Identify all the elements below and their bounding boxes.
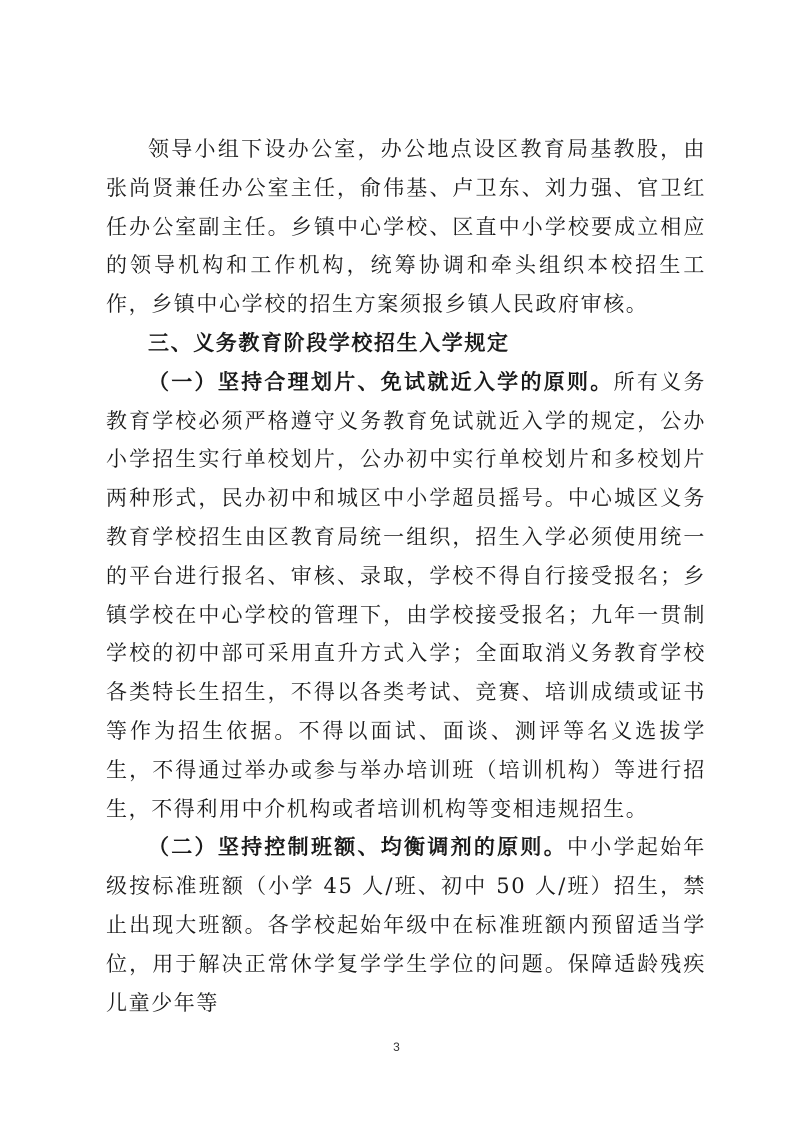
paragraph-text: 中小学起始年级按标准班额（小学 45 人/班、初中 50 人/班）招生，禁止出现大班额。各学校起始年级中在标准班额内预留适当学位，用于解决正常休学复学学生学位的问题。保障适龄残疾儿童少年等 <box>106 835 706 1015</box>
paragraph-nearby-enrollment <box>106 363 706 829</box>
paragraph-text: 领导小组下设办公室，办公地点设区教育局基教股，由张尚贤兼任办公室主任，俞伟基、卢卫东、刘力强、官卫红任办公室副主任。乡镇中心学校、区直中小学校要成立相应的领导机构和工作机构，统筹协调和牵头组织本校招生工作，乡镇中心学校的招生方案须报乡镇人民政府审核。 <box>106 137 706 317</box>
paragraph-lead: （二）坚持控制班额、均衡调剂的原则。 <box>148 835 567 860</box>
page-number: 3 <box>393 1040 400 1054</box>
document-body <box>106 130 706 1022</box>
paragraph-text: 所有义务教育学校必须严格遵守义务教育免试就近入学的规定，公办小学招生实行单校划片，公办初中实行单校划片和多校划片两种形式，民办初中和城区中小学超员摇号。中心城区义务教育学校招生由区教育局统一组织，招生入学必须使用统一的平台进行报名、审核、录取，学校不得自行接受报名；乡镇学校在中心学校的管理下，由学校接受报名；九年一贯制学校的初中部可采用直升方式入学；全面取消义务教育学校各类特长生招生，不得以各类考试、竞赛、培训成绩或证书等作为招生依据。不得以面试、面谈、测评等名义选拔学生，不得通过举办或参与举办培训班（培训机构）等进行招生，不得利用中介机构或者培训机构等变相违规招生。 <box>106 369 706 821</box>
paragraph-lead: （一）坚持合理划片、免试就近入学的原则。 <box>148 369 614 394</box>
paragraph-class-size <box>106 828 706 1022</box>
section-heading-enrollment-rules: 三、义务教育阶段学校招生入学规定 <box>148 330 510 355</box>
paragraph-leadership-office <box>106 130 706 324</box>
